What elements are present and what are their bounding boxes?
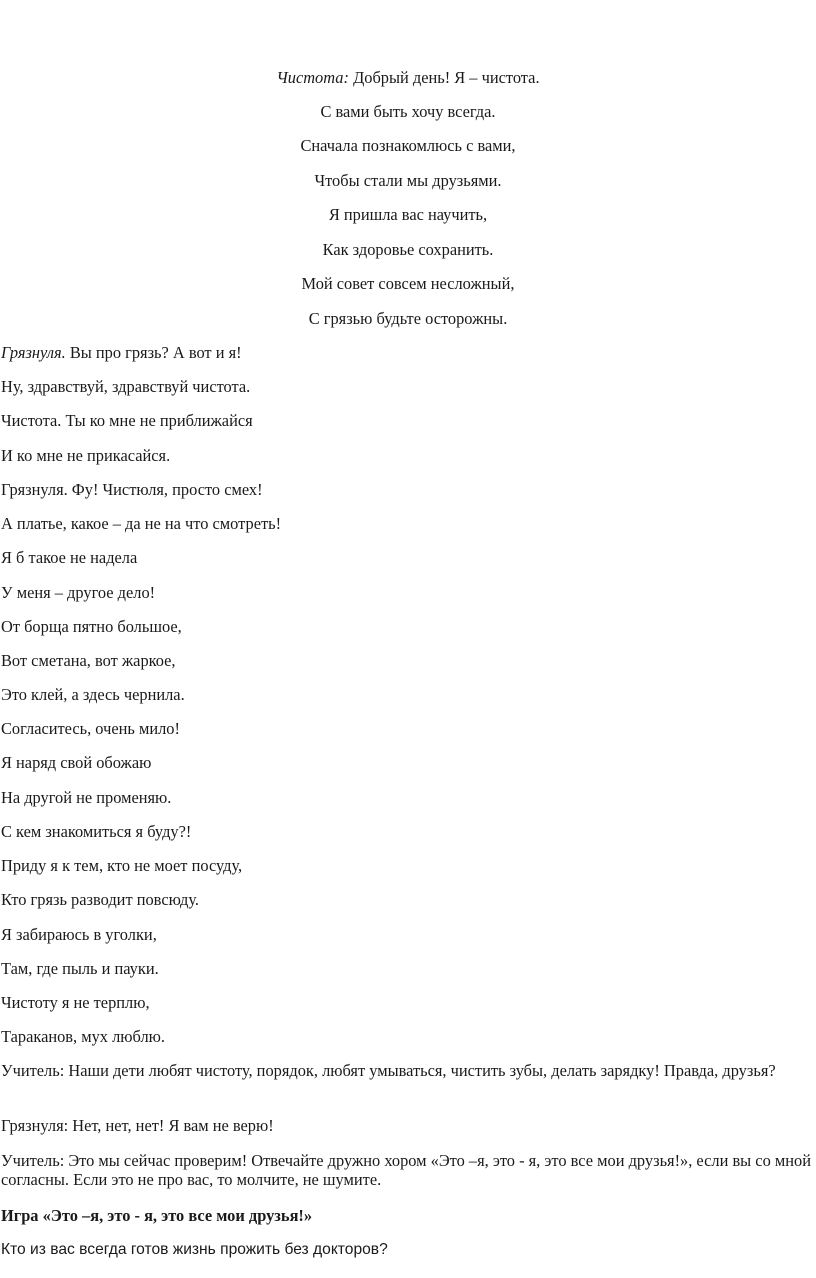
teacher-paragraph-2: Учитель: Это мы сейчас проверим! Отвечайте дружно хором «Это –я, это - я, это все мои друзья!», если вы со мной согласны. Если это не про вас, то молчите, не шумите. xyxy=(1,1151,811,1189)
dialogue-line: И ко мне не прикасайся. xyxy=(1,446,171,465)
dialogue-line: Чистоту я не терплю, xyxy=(1,993,150,1012)
dialogue-line: Грязнуля. Фу! Чистюля, просто смех! xyxy=(1,480,263,499)
dialogue-line: У меня – другое дело! xyxy=(1,583,156,602)
dialogue-line: Кто грязь разводит повсюду. xyxy=(1,890,200,909)
poem-line-3: Сначала познакомлюсь с вами, xyxy=(300,136,516,155)
dialogue-line: Тараканов, мух люблю. xyxy=(1,1027,165,1046)
poem-line-8: С грязью будьте осторожны. xyxy=(308,309,508,328)
dialogue-line: Я наряд свой обожаю xyxy=(1,753,152,772)
dialogue-line: Там, где пыль и пауки. xyxy=(1,959,159,978)
gryaznulya-reply: Грязнуля: Нет, нет, нет! Я вам не верю! xyxy=(1,1116,274,1135)
dialogue-line: Я б такое не надела xyxy=(1,548,138,567)
poem-line-2: С вами быть хочу всегда. xyxy=(320,102,496,121)
poem-line-1 xyxy=(0,68,816,88)
game-title: Игра «Это –я, это - я, это все мои друзья!» xyxy=(1,1206,313,1225)
dialogue-line: Согласитесь, очень мило! xyxy=(1,719,180,738)
speaker-chistota: Чистота: xyxy=(276,68,349,87)
dialogue-line: Ну, здравствуй, здравствуй чистота. xyxy=(1,377,251,396)
dialogue-line: На другой не променяю. xyxy=(1,788,172,807)
poem-first-line-text: Добрый день! Я – чистота. xyxy=(353,68,540,87)
question-line: Кто из вас всегда готов жизнь прожить без докторов? xyxy=(1,1241,388,1258)
teacher-paragraph-1: Учитель: Наши дети любят чистоту, порядок, любят умываться, чистить зубы, делать зарядку! Правда, друзья? xyxy=(1,1061,776,1080)
dialogue-line-gryaznulya xyxy=(1,343,242,363)
poem-line-6: Как здоровье сохранить. xyxy=(322,240,494,259)
gryaznulya-first-text: Вы про грязь? А вот и я! xyxy=(69,343,242,362)
poem-line-5: Я пришла вас научить, xyxy=(328,205,488,224)
dialogue-line: Я забираюсь в уголки, xyxy=(1,925,157,944)
speaker-gryaznulya: Грязнуля. xyxy=(1,343,66,362)
dialogue-line: От борща пятно большое, xyxy=(1,617,182,636)
dialogue-line: Приду я к тем, кто не моет посуду, xyxy=(1,856,243,875)
dialogue-line: С кем знакомиться я буду?! xyxy=(1,822,192,841)
dialogue-line: А платье, какое – да не на что смотреть! xyxy=(1,514,282,533)
dialogue-line: Вот сметана, вот жаркое, xyxy=(1,651,176,670)
poem-line-4: Чтобы стали мы друзьями. xyxy=(314,171,502,190)
dialogue-line: Это клей, а здесь чернила. xyxy=(1,685,185,704)
poem-line-7: Мой совет совсем несложный, xyxy=(301,274,515,293)
dialogue-line: Чистота. Ты ко мне не приближайся xyxy=(1,411,253,430)
